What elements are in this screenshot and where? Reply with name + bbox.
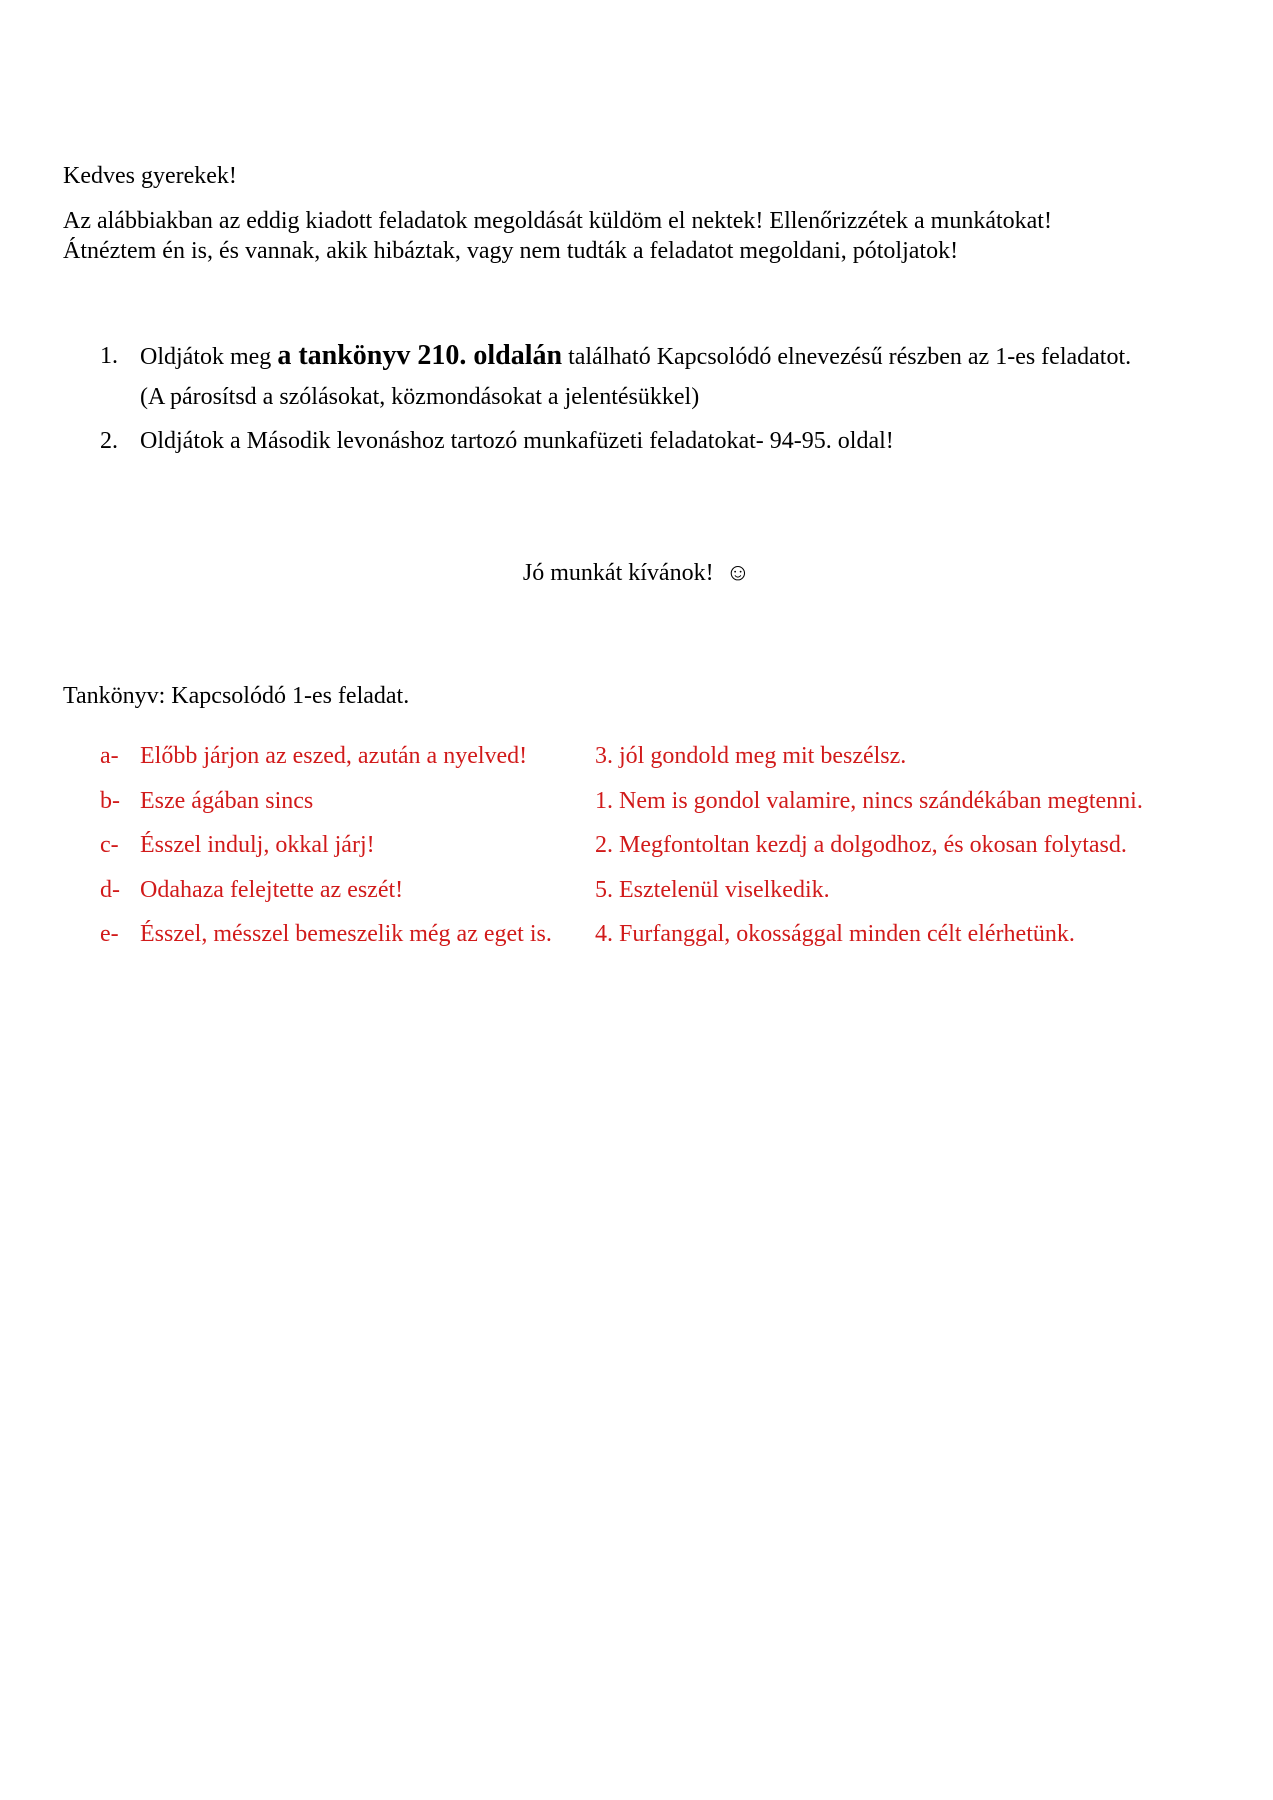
task-number-1: 1. — [100, 343, 118, 369]
task-item-1 — [100, 336, 1220, 417]
pair-letter: e- — [100, 921, 119, 947]
pair-meaning: 5. Esztelenül viselkedik. — [595, 876, 830, 903]
pair-meaning: 3. jól gondold meg mit beszélsz. — [595, 743, 907, 769]
intro-line-1: Az alábbiakban az eddig kiadott feladatok megoldását küldöm el nektek! Ellenőrizzétek a munkátokat! — [63, 208, 1052, 234]
smiley-icon: ☺ — [725, 560, 751, 586]
task-list — [100, 336, 1220, 459]
task-1-text-after: található Kapcsolódó elnevezésű részben az 1-es feladatot. — [562, 344, 1132, 370]
intro-paragraph — [63, 206, 1213, 266]
intro-line-2: Átnéztem én is, és vannak, akik hibáztak, vagy nem tudták a feladatot megoldani, pótoljatok! — [63, 238, 959, 264]
textbook-task-title: Tankönyv: Kapcsolódó 1-es feladat. — [63, 683, 410, 709]
pair-meaning: 1. Nem is gondol valamire, nincs szándékában megtenni. — [595, 787, 1143, 814]
pair-letter: d- — [100, 876, 120, 903]
pair-meaning: 2. Megfontoltan kezdj a dolgodhoz, és okosan folytasd. — [595, 832, 1127, 858]
pair-letter: b- — [100, 787, 120, 814]
task-1-subtext: (A párosítsd a szólásokat, közmondásokat a jelentésükkel) — [140, 384, 700, 410]
pair-meaning: 4. Furfanggal, okossággal minden célt elérhetünk. — [595, 921, 1075, 947]
pair-letter: a- — [100, 743, 119, 769]
task-1-emphasis: a tankönyv 210. oldalán — [277, 340, 563, 371]
pair-phrase: Ésszel, mésszel bemeszelik még az eget is. — [140, 921, 552, 947]
pair-phrase: Esze ágában sincs — [140, 787, 314, 814]
task-2-text: Oldjátok a Második levonáshoz tartozó munkafüzeti feladatokat- 94-95. oldal! — [140, 428, 894, 454]
task-item-2 — [100, 423, 1220, 459]
closing-line — [0, 555, 1273, 591]
closing-text: Jó munkát kívánok! — [522, 560, 714, 586]
greeting: Kedves gyerekek! — [63, 163, 237, 189]
pair-letter: c- — [100, 832, 119, 858]
pair-phrase: Odahaza felejtette az eszét! — [140, 876, 404, 903]
task-number-2: 2. — [100, 428, 118, 454]
task-1-text-before: Oldjátok meg — [140, 344, 278, 370]
pair-phrase: Ésszel indulj, okkal járj! — [140, 832, 375, 858]
pair-phrase: Előbb járjon az eszed, azután a nyelved! — [140, 743, 528, 769]
